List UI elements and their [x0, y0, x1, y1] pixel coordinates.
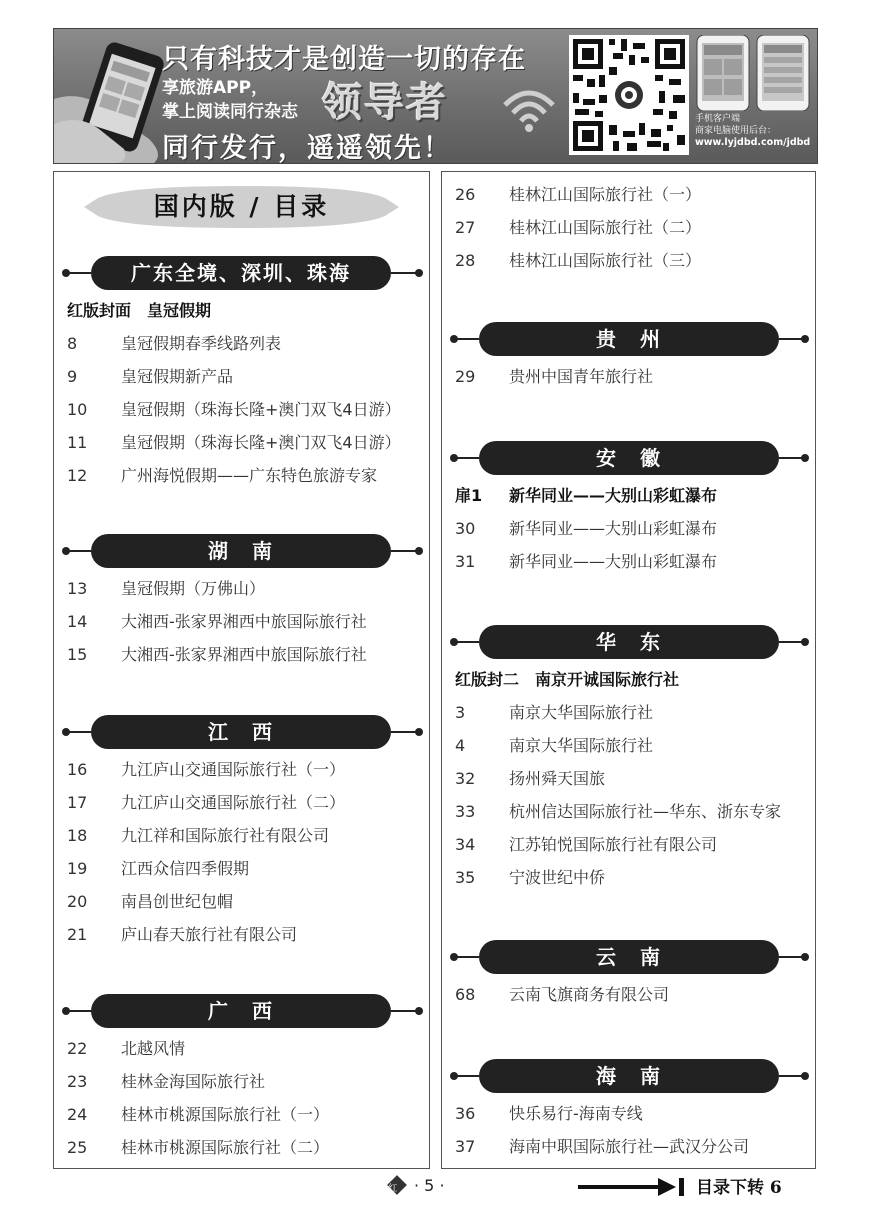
toc-entry-page: 34 [455, 835, 476, 854]
toc-entry-title: 皇冠假期 [147, 301, 212, 320]
phones-image [695, 35, 811, 111]
toc-entry-title: 皇冠假期（珠海长隆+澳门双飞4日游） [121, 433, 401, 452]
page-title: 国内版 / 目录 [153, 192, 330, 221]
toc-entry [442, 1097, 815, 1130]
section-header [442, 322, 815, 356]
section-rule-right [779, 1075, 803, 1077]
toc-entry [442, 211, 815, 244]
toc-section [442, 322, 815, 393]
section-dot-right [801, 1072, 809, 1080]
toc-entry-title: 新华同业——大别山彩虹瀑布 [509, 486, 718, 505]
toc-entry-title: 海南中职国际旅行社—武汉分公司 [509, 1137, 750, 1156]
section-header [442, 441, 815, 475]
section-dot-left [450, 335, 458, 343]
section-dot-right [801, 638, 809, 646]
section-header [54, 994, 429, 1028]
toc-entry [442, 244, 815, 277]
toc-entry-page: 15 [67, 645, 88, 664]
backend-url: www.lyjdbd.com/jdbd [695, 137, 811, 148]
toc-entry-title: 快乐易行-海南专线 [509, 1104, 643, 1123]
section-header [54, 256, 429, 290]
toc-entry [54, 1032, 429, 1065]
toc-entry [442, 861, 815, 894]
toc-entry-title: 云南飞旗商务有限公司 [509, 985, 670, 1004]
toc-entry-page: 24 [67, 1105, 88, 1124]
toc-entry-page: 8 [67, 334, 78, 353]
section-title: 海 南 [479, 1059, 779, 1093]
toc-entry-page: 红版封二 [455, 670, 520, 689]
banner-brand-text: 领导者 [322, 80, 448, 126]
section-dot-left [450, 1072, 458, 1080]
toc-entry-title: 九江庐山交通国际旅行社（一） [121, 760, 346, 779]
toc-entry-title: 桂林金海国际旅行社 [121, 1072, 266, 1091]
right-column [441, 171, 816, 1169]
section-dot-left [62, 1007, 70, 1015]
toc-entry-title: 南京开诚国际旅行社 [535, 670, 680, 689]
toc-entry-title: 桂林江山国际旅行社（一） [509, 185, 702, 204]
toc-entry-page: 12 [67, 466, 88, 485]
toc-entry [442, 828, 815, 861]
toc-entry-title: 桂林市桃源国际旅行社（一） [121, 1105, 330, 1124]
toc-entry-page: 36 [455, 1104, 476, 1123]
toc-entry-title: 桂林市桃源国际旅行社（二） [121, 1138, 330, 1157]
section-rule-right [779, 956, 803, 958]
toc-section [54, 715, 429, 951]
banner-slogan: 只有科技才是创造一切的存在 [162, 44, 526, 75]
toc-entry [442, 729, 815, 762]
section-header [442, 625, 815, 659]
toc-entry-title: 大湘西-张家界湘西中旅国际旅行社 [121, 612, 367, 631]
toc-entry-page: 28 [455, 251, 476, 270]
section-header [442, 1059, 815, 1093]
toc-entry [442, 360, 815, 393]
toc-entry-page: 18 [67, 826, 88, 845]
section-rule-right [391, 272, 417, 274]
toc-entry [442, 512, 815, 545]
continue-note: 目录下转 6 [696, 1178, 782, 1198]
toc-section [442, 1059, 815, 1163]
toc-entry-title: 桂林江山国际旅行社（三） [509, 251, 702, 270]
toc-section [54, 534, 429, 671]
section-title: 贵 州 [479, 322, 779, 356]
toc-entry [54, 294, 429, 327]
toc-entry [54, 852, 429, 885]
section-title: 广 西 [91, 994, 391, 1028]
toc-entry-page: 37 [455, 1137, 476, 1156]
toc-entry-title: 南京大华国际旅行社 [509, 703, 654, 722]
toc-entry [442, 1130, 815, 1163]
section-rule-right [779, 457, 803, 459]
section-rule-right [779, 641, 803, 643]
toc-entry-title: 江西众信四季假期 [121, 859, 250, 878]
section-dot-right [801, 953, 809, 961]
section-dot-right [801, 335, 809, 343]
toc-entry-title: 南京大华国际旅行社 [509, 736, 654, 755]
client-note-line1: 手机客户端 [695, 114, 741, 124]
toc-entry [54, 1065, 429, 1098]
toc-entry-page: 23 [67, 1072, 88, 1091]
section-dot-right [415, 547, 423, 555]
toc-entry-title: 南昌创世纪包帽 [121, 892, 234, 911]
toc-entry-title: 庐山春天旅行社有限公司 [121, 925, 298, 944]
toc-entry [54, 638, 429, 671]
section-dot-left [450, 454, 458, 462]
section-header [54, 715, 429, 749]
section-dot-left [450, 953, 458, 961]
toc-entry [442, 545, 815, 578]
toc-entry [442, 762, 815, 795]
toc-entry [54, 885, 429, 918]
toc-entry [442, 696, 815, 729]
advertisement-banner [53, 28, 818, 164]
toc-entry-page: 13 [67, 579, 88, 598]
section-dot-left [62, 728, 70, 736]
toc-entry-page: 26 [455, 185, 476, 204]
toc-entry-page: 32 [455, 769, 476, 788]
toc-section [442, 441, 815, 578]
toc-entry [54, 753, 429, 786]
section-dot-left [62, 269, 70, 277]
section-dot-right [415, 269, 423, 277]
section-dot-left [62, 547, 70, 555]
toc-entry-page: 21 [67, 925, 88, 944]
continue-arrow-icon [578, 1177, 690, 1197]
qr-code-image [569, 35, 689, 155]
toc-entry-page: 25 [67, 1138, 88, 1157]
toc-entry-page: 16 [67, 760, 88, 779]
section-title: 江 西 [91, 715, 391, 749]
toc-entry-page: 红版封面 [67, 301, 132, 320]
toc-entry [54, 327, 429, 360]
toc-entry [442, 178, 815, 211]
section-title: 云 南 [479, 940, 779, 974]
toc-entry-page: 3 [455, 703, 466, 722]
toc-entry-page: 33 [455, 802, 476, 821]
section-title: 华 东 [479, 625, 779, 659]
toc-section [54, 256, 429, 492]
toc-entry-page: 9 [67, 367, 78, 386]
toc-entry [54, 786, 429, 819]
toc-entry-title: 杭州信达国际旅行社—华东、浙东专家 [509, 802, 782, 821]
section-rule-right [391, 550, 417, 552]
toc-entry [442, 978, 815, 1011]
section-dot-right [415, 1007, 423, 1015]
toc-entry-page: 14 [67, 612, 88, 631]
section-title: 广东全境、深圳、珠海 [91, 256, 391, 290]
toc-entry-page: 35 [455, 868, 476, 887]
section-rule-right [779, 338, 803, 340]
toc-entry-title: 九江祥和国际旅行社有限公司 [121, 826, 330, 845]
page-edition-mark [387, 1175, 407, 1195]
toc-entry-title: 北越风情 [121, 1039, 186, 1058]
toc-entry [54, 1098, 429, 1131]
section-title: 安 徽 [479, 441, 779, 475]
toc-entry [442, 795, 815, 828]
toc-entry [54, 819, 429, 852]
toc-entry [54, 393, 429, 426]
toc-entry-page: 68 [455, 985, 476, 1004]
toc-entry [54, 459, 429, 492]
toc-entry-title: 新华同业——大别山彩虹瀑布 [509, 552, 718, 571]
section-header [54, 534, 429, 568]
banner-tagline: 同行发行，遥遥领先！ [162, 133, 452, 164]
banner-read-text: 掌上阅读同行杂志 [162, 102, 298, 122]
toc-entry-page: 4 [455, 736, 466, 755]
section-dot-right [801, 454, 809, 462]
toc-entry-title: 九江庐山交通国际旅行社（二） [121, 793, 346, 812]
toc-entry-title: 皇冠假期新产品 [121, 367, 234, 386]
toc-entry-page: 27 [455, 218, 476, 237]
section-title: 湖 南 [91, 534, 391, 568]
toc-entry-title: 皇冠假期（珠海长隆+澳门双飞4日游） [121, 400, 401, 419]
toc-entry-page: 22 [67, 1039, 88, 1058]
toc-entry-title: 贵州中国青年旅行社 [509, 367, 654, 386]
toc-entry-title: 江苏铂悦国际旅行社有限公司 [509, 835, 718, 854]
toc-entry [54, 426, 429, 459]
toc-entry-page: 17 [67, 793, 88, 812]
page-edition-label: 红 [388, 1183, 398, 1194]
toc-entry-page: 19 [67, 859, 88, 878]
section-header [442, 940, 815, 974]
section-rule-right [391, 731, 417, 733]
toc-entry-title: 扬州舜天国旅 [509, 769, 606, 788]
toc-section [54, 994, 429, 1164]
toc-entry-page: 扉1 [455, 486, 483, 505]
toc-entry-title: 大湘西-张家界湘西中旅国际旅行社 [121, 645, 367, 664]
page-footer [0, 1172, 869, 1202]
toc-entry-title: 新华同业——大别山彩虹瀑布 [509, 519, 718, 538]
toc-entry-page: 30 [455, 519, 476, 538]
toc-entry [54, 360, 429, 393]
toc-entry-page: 11 [67, 433, 88, 452]
toc-entry [442, 663, 815, 696]
banner-client-note [695, 113, 813, 149]
toc-entry-title: 皇冠假期（万佛山） [121, 579, 266, 598]
section-dot-right [415, 728, 423, 736]
toc-entry-title: 宁波世纪中侨 [509, 868, 606, 887]
toc-entry-page: 31 [455, 552, 476, 571]
toc-entry-title: 皇冠假期春季线路列表 [121, 334, 282, 353]
page-number-block [390, 1176, 445, 1195]
toc-entry-page: 29 [455, 367, 476, 386]
section-dot-left [450, 638, 458, 646]
toc-entry [54, 918, 429, 951]
banner-app-name: 享旅游APP， [162, 78, 269, 98]
client-note-line2: 商家电脑使用后台： [695, 126, 777, 136]
wifi-icon [499, 75, 559, 135]
left-column [53, 171, 430, 1169]
toc-entry [442, 479, 815, 512]
toc-entry [54, 1131, 429, 1164]
page-title-box [84, 186, 399, 228]
toc-section [442, 625, 815, 894]
toc-entry-page: 20 [67, 892, 88, 911]
toc-entry-title: 桂林江山国际旅行社（二） [509, 218, 702, 237]
page-number: · 5 · [414, 1176, 445, 1195]
toc-section [442, 940, 815, 1011]
toc-entry [54, 605, 429, 638]
toc-entry-title: 广州海悦假期——广东特色旅游专家 [121, 466, 378, 485]
toc-entry-page: 10 [67, 400, 88, 419]
section-rule-right [391, 1010, 417, 1012]
toc-entry [54, 572, 429, 605]
